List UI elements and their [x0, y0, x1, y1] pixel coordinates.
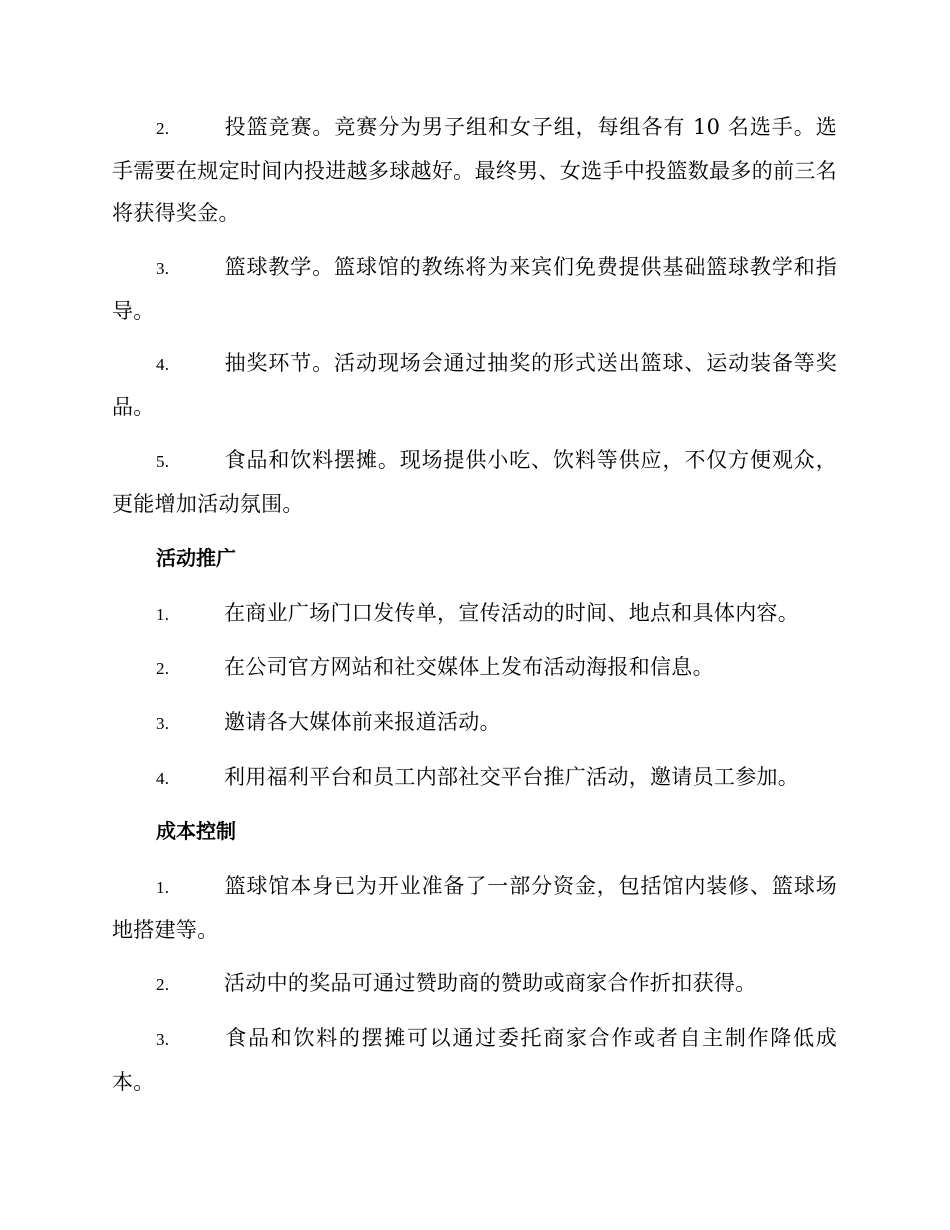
list-number: 4. — [156, 769, 170, 788]
list-item — [112, 962, 837, 1006]
list-text: 篮球馆本身已为开业准备了一部分资金，包括馆内装修、篮球场地搭建等。 — [112, 874, 837, 942]
list-number: 3. — [156, 259, 170, 278]
section-heading: 成本控制 — [156, 819, 236, 843]
section-heading: 活动推广 — [156, 546, 236, 570]
list-text: 食品和饮料摆摊。现场提供小吃、饮料等供应，不仅方便观众，更能增加活动氛围。 — [112, 448, 837, 516]
list-number: 2. — [156, 975, 170, 994]
list-number: 5. — [156, 452, 170, 471]
list-item — [112, 865, 837, 951]
list-number: 3. — [156, 714, 170, 733]
list-text: 利用福利平台和员工内部社交平台推广活动，邀请员工参加。 — [224, 765, 800, 789]
list-number: 1. — [156, 605, 170, 624]
list-item — [112, 646, 837, 690]
list-number: 2. — [156, 119, 170, 138]
list-number: 1. — [156, 878, 170, 897]
list-text: 投篮竞赛。竞赛分为男子组和女子组，每组各有 10 名选手。选手需要在规定时间内投进越多球越好。最终男、女选手中投篮数最多的前三名将获得奖金。 — [112, 115, 837, 225]
list-item — [112, 1017, 837, 1103]
list-number: 3. — [156, 1030, 170, 1049]
list-text: 在公司官方网站和社交媒体上发布活动海报和信息。 — [224, 655, 714, 679]
list-text: 在商业广场门口发传单，宣传活动的时间、地点和具体内容。 — [224, 601, 800, 625]
list-item — [112, 106, 837, 234]
list-number: 4. — [156, 355, 170, 374]
list-text: 篮球教学。篮球馆的教练将为来宾们免费提供基础篮球教学和指导。 — [112, 255, 837, 323]
list-item — [112, 701, 837, 745]
list-text: 邀请各大媒体前来报道活动。 — [224, 710, 501, 734]
list-number: 2. — [156, 659, 170, 678]
list-text: 食品和饮料的摆摊可以通过委托商家合作或者自主制作降低成本。 — [112, 1026, 837, 1094]
list-item — [112, 439, 837, 525]
list-text: 活动中的奖品可通过赞助商的赞助或商家合作折扣获得。 — [224, 971, 757, 995]
list-item — [112, 246, 837, 332]
list-text: 抽奖环节。活动现场会通过抽奖的形式送出篮球、运动装备等奖品。 — [112, 351, 837, 419]
list-item — [112, 592, 837, 636]
list-item — [112, 342, 837, 428]
list-item — [112, 756, 837, 800]
